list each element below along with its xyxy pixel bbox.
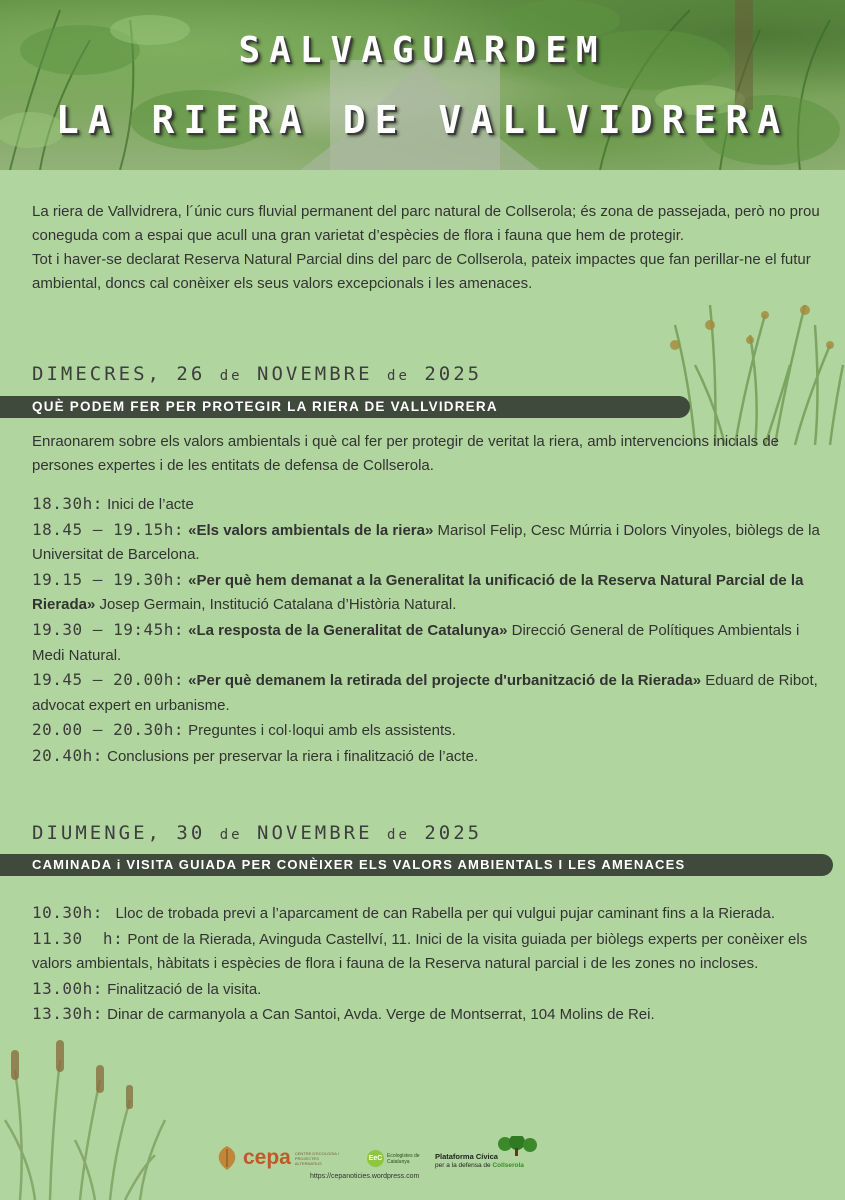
schedule-item — [32, 1002, 822, 1028]
event1-banner: QUÈ PODEM FER PER PROTEGIR LA RIERA DE VALLVIDRERA — [0, 396, 690, 418]
schedule-time: 13.00h: — [32, 978, 103, 998]
event2-schedule — [32, 901, 822, 1028]
tree-icon — [495, 1136, 545, 1156]
event1-description: Enraonarem sobre els valors ambientals i què cal fer per protegir de veritat la riera, amb intervencions inicials de persones expertes i de les entitats de defensa de Collserola. — [32, 433, 780, 474]
schedule-item — [32, 492, 822, 518]
cepa-name: cepa — [243, 1146, 291, 1169]
event1-schedule — [32, 492, 822, 770]
event2-de-2: de — [387, 827, 410, 843]
plataforma-title: Plataforma Cívica — [435, 1152, 498, 1161]
plataforma-sub-prefix: per a la defensa de — [435, 1162, 491, 1169]
schedule-text: Marisol Felip, Cesc Múrria i Dolors Vinyoles, biòlegs de la Universitat de Barcelona. — [32, 521, 820, 564]
schedule-time: 10.30h: — [32, 903, 103, 922]
schedule-title: «La resposta de la Generalitat de Catalunya» — [184, 621, 508, 639]
ecologistes-name: Ecologistes de Catalunya — [387, 1152, 420, 1165]
header-banner — [0, 0, 845, 170]
schedule-item — [32, 718, 822, 744]
schedule-text: Pont de la Rierada, Avinguda Castellví, 11. Inici de la visita guiada per biòlegs experts per conèixer els valors ambientals, hàbitats i espècies de flora i fauna de la Reserva natural parcial i de les zones no incloses. — [32, 930, 808, 973]
schedule-time: 11.30 h: — [32, 928, 124, 948]
schedule-time: 18.45 – 19.15h: — [32, 519, 184, 539]
schedule-text: Conclusions per preservar la riera i finalització de l’acte. — [102, 747, 479, 765]
schedule-item — [32, 744, 822, 770]
schedule-item — [32, 518, 822, 568]
schedule-text: Preguntes i col·loqui amb els assistents. — [184, 722, 456, 740]
event1-date — [32, 363, 482, 385]
schedule-text: Direcció General de Polítiques Ambientals i Medi Natural. — [32, 621, 800, 664]
event2-date — [32, 822, 482, 844]
schedule-item — [32, 927, 822, 977]
event2-de-1: de — [219, 827, 243, 843]
schedule-item — [32, 668, 822, 718]
intro-text — [32, 200, 827, 296]
event2-year: 2025 — [424, 822, 483, 844]
event1-de-1: de — [219, 368, 243, 384]
footer-logos — [215, 1140, 555, 1190]
cepa-logo — [215, 1145, 345, 1171]
cepa-leaf-icon — [215, 1145, 239, 1171]
intro-paragraph-1: La riera de Vallvidrera, l´únic curs fluvial permanent del parc natural de Collserola; és zona de passejada, però no prou coneguda com a espai que acull una gran varietat d’espècies de flora i fauna que hem de protegir. — [32, 203, 820, 244]
ecologistes-logo — [367, 1150, 427, 1167]
event2-day: DIUMENGE, 30 — [32, 822, 206, 844]
schedule-text: Josep Germain, Institució Catalana d’Història Natural. — [95, 596, 457, 614]
schedule-text: Dinar de carmanyola a Can Santoi, Avda. Verge de Montserrat, 104 Molins de Rei. — [102, 1006, 655, 1024]
schedule-time: 19.30 – 19:45h: — [32, 619, 184, 639]
schedule-text: Finalització de la visita. — [102, 980, 262, 998]
cepa-subtitle: CENTRE D'ECOLOGIA I PROJECTES ALTERNATIUS — [294, 1150, 339, 1166]
plataforma-sub-name: Collserola — [492, 1162, 524, 1169]
plataforma-subtitle — [435, 1162, 524, 1169]
schedule-text: Inici de l’acte — [102, 496, 194, 513]
cattails-illustration-left — [0, 1030, 175, 1200]
schedule-time: 19.45 – 20.00h: — [32, 670, 184, 690]
reeds-illustration-right — [655, 285, 845, 445]
schedule-time: 13.30h: — [32, 1004, 103, 1024]
schedule-time: 19.15 – 19.30h: — [32, 569, 184, 589]
schedule-text: Eduard de Ribot, advocat expert en urbanisme. — [32, 672, 818, 714]
schedule-item — [32, 977, 822, 1003]
schedule-time: 20.00 – 20.30h: — [32, 720, 184, 740]
title-line-1: SALVAGUARDEM — [238, 30, 607, 71]
event2-banner: CAMINADA i VISITA GUIADA PER CONÈIXER ELS VALORS AMBIENTALS I LES AMENACES — [0, 854, 833, 876]
ecologistes-badge: EeC — [367, 1150, 384, 1167]
schedule-text: Lloc de trobada previ a l’aparcament de can Rabella per qui vulgui pujar caminant fins a la Rierada. — [102, 905, 775, 922]
schedule-time: 18.30h: — [32, 494, 103, 513]
event1-year: 2025 — [424, 363, 483, 385]
forest-photo-illustration — [0, 0, 845, 170]
title-line-2: LA RIERA DE VALLVIDRERA — [55, 98, 790, 142]
schedule-item — [32, 901, 822, 927]
schedule-item — [32, 618, 822, 668]
schedule-title: «Per què demanem la retirada del projecte d'urbanització de la Rierada» — [184, 672, 702, 690]
schedule-title: «Per què hem demanat a la Generalitat la unificació de la Reserva Natural Parcial de la Rierada» — [32, 571, 804, 614]
intro-paragraph-2: Tot i haver-se declarat Reserva Natural Parcial dins del parc de Collserola, pateix impactes que fan perillar-ne el futur ambiental, doncs cal conèixer els seus valors excepcionals i les amenaces. — [32, 251, 811, 292]
event1-de-2: de — [387, 368, 410, 384]
event2-month: NOVEMBRE — [257, 822, 373, 844]
event1-month: NOVEMBRE — [257, 363, 373, 385]
schedule-time: 20.40h: — [32, 745, 103, 765]
schedule-title: «Els valors ambientals de la riera» — [184, 521, 434, 539]
schedule-item — [32, 568, 822, 618]
event1-day: DIMECRES, 26 — [32, 363, 206, 385]
cepa-url: https://cepanoticies.wordpress.com — [310, 1173, 420, 1180]
